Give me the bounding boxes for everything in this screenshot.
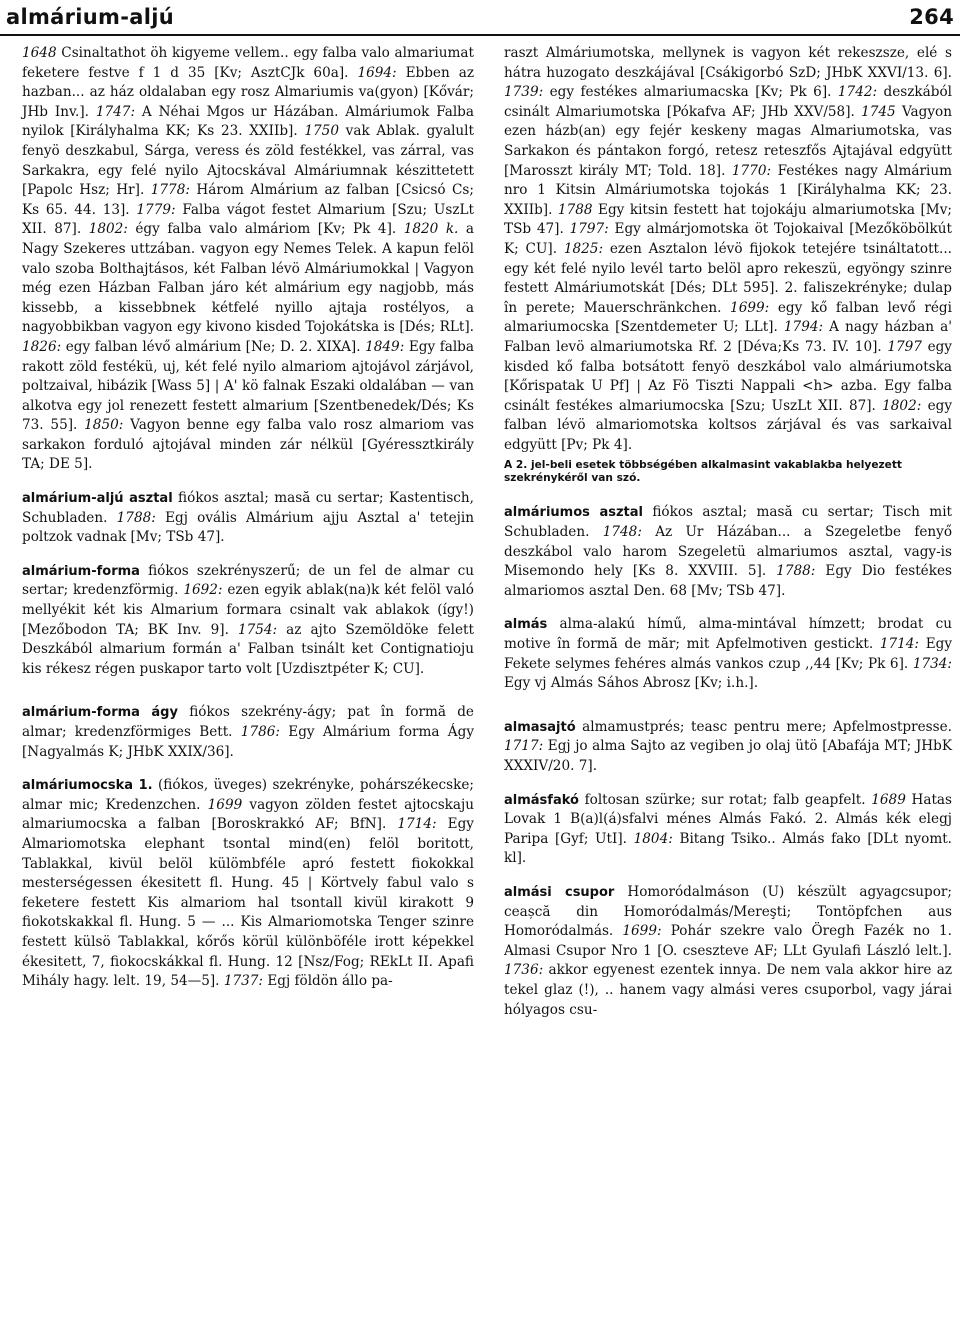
running-headword: almárium-aljú <box>6 5 174 29</box>
citation-year: 1786: <box>240 724 280 740</box>
citation-year: 1734: <box>912 655 952 672</box>
citation-year: 1788 <box>557 201 593 218</box>
citation-year: 1689 <box>871 791 906 808</box>
entry-headword: almási csupor <box>504 884 615 900</box>
dictionary-entry <box>504 791 952 869</box>
entry-text: almamustprés; teasc pentru mere; Apfelmostpresse. 1717: Egj jo alma Sajto az vegiben jo olaj ütö [Abafája MT; JHbK XXXIV/20. 7]. <box>504 718 952 774</box>
citation-year: 1714: <box>879 636 920 653</box>
entry-headword: almásfakó <box>504 792 579 808</box>
entry-headword: almárium-forma <box>22 563 140 579</box>
footnote: A 2. jel-beli esetek többségében alkalmasint vakablakba helyezett szekrénykéről van szó. <box>504 459 902 485</box>
citation-year: 1825: <box>563 240 604 257</box>
dictionary-entry <box>22 776 474 992</box>
entry-headword: almárium-aljú asztal <box>22 491 173 507</box>
entry-headword: almáriumocska 1. <box>22 778 153 794</box>
citation-year: 1748: <box>602 524 642 541</box>
citation-year: 1826: <box>22 338 62 355</box>
citation-year: 1692: <box>183 582 223 599</box>
citation-year: 1750 <box>304 123 339 140</box>
entry-headword: almáriumos asztal <box>504 505 643 521</box>
citation-year: 1794: <box>783 319 824 336</box>
entry-headword: almás <box>504 617 548 633</box>
dictionary-entry-continued <box>504 44 952 455</box>
citation-year: 1648 <box>22 45 57 61</box>
citation-year: 1694: <box>357 64 397 81</box>
citation-year: 1797 <box>887 338 922 355</box>
entry-text: fiókos asztal; masă cu sertar; Kastentisch, Schubladen. 1788: Egj ovális Almárium ajju Asztal a' tetejin poltzok vadnak [Mv; TSb 47]. <box>22 490 474 546</box>
dictionary-entry <box>504 883 952 1020</box>
page-number: 264 <box>909 5 954 29</box>
dictionary-entry <box>22 489 474 548</box>
dictionary-entry <box>504 615 952 693</box>
header-rule <box>0 34 960 36</box>
entry-text: raszt Almáriumotska, mellynek is vagyon két rekeszsze, elé s hátra huzogato deszkájával [Csákigorbó SzD; JHbK XXVI/13. 6]. 1739: egy festékes almariumacska [Kv; Pk 6]. 1742: deszkából csinált Almariumotska [Pókafva AF; JHb XXV/58]. 1745 Vagyon ezen házb(an) egy fejér keskeny magas Almariumotska, vas Sarkakon és pántakon forgó, retesz reteszfős Ajtajával edgyütt [Marosszt király MT; Told. 18]. 1770: Festékes nagy Almárium nro 1 Kitsin Almáriumotska tojokás 1 [Királyhalma KK; 23. XXIIb]. 1788 Egy kitsin festett hat tojokáju almariumotska [Mv; TSb 47]. 1797: Egy almárjomotska öt Tojokaival [Mezőköbölkút K; CU]. 1825: ezen Asztalon lévö fijokok tetejére tsináltatott... egy két felé nyilo levél tarto belöl apro rekeszü, egyöngy szinre festett Almáriumotskát [Dés; DLt 595]. 2. faliszekrényke; dulap în perete; Mauerschränkchen. 1699: egy kő falban levő régi almariumocska [Szentdemeter U; LLt]. 1794: A nagy házban a' Falban levö almariumotska Rf. 2 [Déva;Ks 73. IV. 10]. 1797 egy kisded kő falba botsátott fenyö deszkábol valo almáriumotska [Kőrispatak U Pf] | Az Fö Tiszti Nappali <h> azba. Egy falba csinált festékes almariumocska [Szu; UszLt XII. 87]. 1802: egy falban lévö almariomotska koltsos zárjával és vas sarkaival edgyütt [Pv; Pk 4]. <box>504 45 952 453</box>
entry-text: fiókos szekrény-ágy; pat în formă de almar; kredenzförmiges Bett. 1786: Egy Almárium forma Ágy [Nagyalmás K; JHbK XXIX/36]. <box>22 704 474 760</box>
left-column <box>22 44 474 1006</box>
citation-year: 1754: <box>237 621 278 638</box>
dictionary-entry-continued <box>22 44 474 475</box>
citation-year: 1804: <box>633 830 673 847</box>
citation-year: 1742: <box>837 84 878 101</box>
citation-year: 1797: <box>569 221 609 238</box>
citation-year: 1699: <box>622 923 662 940</box>
citation-year: 1802: <box>882 397 922 414</box>
entry-text: Homoródalmáson (U) készült agyagcsupor; ceașcă din Homoródalmás/Mereşti; Tontöpfchen aus Homoródalmás. 1699: Pohár szekre valo Öregh Fazék no 1. Almasi Csupor Nro 1 [O. cseszteve AF; LLt Gyulafi László lelt.]. 1736: akkor egyenest ezentek innya. De nem vala akkor hire az tekel glaz (!), .. hanem vagy almási veres csuporbol, vagy járai hólyagos csu- <box>504 883 952 1018</box>
citation-year: 1699: <box>730 299 770 316</box>
citation-year: 1849: <box>365 338 405 355</box>
dictionary-entry <box>22 703 474 762</box>
citation-year: 1788: <box>776 563 816 580</box>
citation-year: 1778: <box>150 182 190 199</box>
citation-year: 1739: <box>504 84 544 101</box>
citation-year: 1717: <box>504 738 544 755</box>
entry-headword: almárium-forma ágy <box>22 705 178 721</box>
entry-text: fiókos szekrényszerű; de un fel de almar cu sertar; kredenzförmig. 1692: ezen egyik ablak(na)k két felöl való mellyékit két kis Almarium formara csinalt vak ablakok (így!) [Mezőbodon TA; BK Inv. 9]. 1754: az ajto Szemöldöke felett Deszkából almarium formán a' Falban tsinált ket Contignatioju kis rékesz régen puskapor tarto volt [Uzdisztpéter K; CU]. <box>22 562 474 677</box>
citation-year: 1850: <box>84 417 124 434</box>
entry-text: foltosan szürke; sur rotat; falb geapfelt. 1689 Hatas Lovak 1 B(a)l(á)sfalvi ménes Almás Fakó. 2. Almás kék elegj Paripa [Gyf; UtI]. 1804: Bitang Tsiko.. Almás fako [DLt nyomt. kl]. <box>504 791 953 867</box>
citation-year: 1788: <box>116 509 156 526</box>
entry-text: 1648 Csinaltathot öh kigyeme vellem.. egy falba valo almariumat feketere festve f 1 d 35 [Kv; AsztCJk 60a]. 1694: Ebben az hazban... az ház oldalaban egy rosz Almariumis va(gyon) [Kővár; JHb Inv.]. 1747: A Néhai Mgos ur Házában. Almáriumok Falba nyilok [Királyhalma KK; Ks 23. XXIIb]. 1750 vak Ablak. gyalult fenyö deszkabul, Sárga, veress és zöld festékkel, vas zárral, vas Sarkakra, egy felé nyilo Ajtocskával Almáriumnak készittetett [Papolc Hsz; Hr]. 1778: Három Almárium az falban [Csicsó Cs; Ks 65. 44. 13]. 1779: Falba vágot festet Almarium [Szu; UszLt XII. 87]. 1802: égy falba valo almáriom [Kv; Pk 4]. 1820 k. a Nagy Szekeres uttzában. vagyon egy Nemes Telek. A kapun felöl valo szoba Bolthajtásos, két Falban lévö Almáriumokkal | Vagyon még ezen Házban Falban járo két almárium egy nagjobb, más kissebb, a kissebbnek kétfelé nyillo ajtaja rostélyos, a nagyobbikban vagyon egy kivono kisded Tojokátska is [Dés; RLt]. 1826: egy falban lévő almárium [Ne; D. 2. XIXA]. 1849: Egy falba rakott zöld festékü, uj, két felé nyilo almariom ajtojávol zárjávol, poltzaival, hibázik [Wass 5] | A' kö falnak Eszaki oldalában — van alkotva egy jol renezett festett almarium [Szentbenedek/Dés; Ks 73. 55]. 1850: Vagyon benne egy falba valo rosz almariom vas sarkakon forduló ajtojával minden zár nélkül [Gyéressztkirály TA; DE 5]. <box>22 45 475 473</box>
citation-year: 1745 <box>861 103 896 120</box>
citation-year: 1747: <box>95 103 136 120</box>
dictionary-entry <box>22 562 474 680</box>
page-header <box>0 0 960 34</box>
entry-headword: almasajtó <box>504 719 576 735</box>
citation-year: 1770: <box>731 162 772 179</box>
citation-year: 1820 k. <box>403 221 459 238</box>
entry-text: (fiókos, üveges) szekrényke, pohárszékecske; almar mic; Kredenzchen. 1699 vagyon zölden festet ajtocskaju almariumocska a falban [Boroskrakkó AF; BfN]. 1714: Egy Almariomotska elephant tsontal mind(en) felöl boritott, Tablakkal, kivül belöl külömbféle apró festett fiokokkal mesterségessen ékesitett fl. Hung. 45 | Körtvely fabul valo s feketere festett Kis almariom hal tsontall kivül kirakott 9 fiokotskakkal fl. Hung. 5 — ... Kis Almariomotska Tenger szinre festett külsö Tablakkal, kőrős körül különböféle irott képekkel ékesitett, 7, fiokocskákkal fl. Hung. 12 [Nsz/Fog; REkLt II. Apafi Mihály hagy. lelt. 19, 54—5]. 1737: Egj földön állo pa- <box>22 777 474 990</box>
right-column <box>504 44 952 1034</box>
entry-text: fiókos asztal; masă cu sertar; Tisch mit Schubladen. 1748: Az Ur Házában... a Szegeletbe fenyő deszkábol valo harom Szegeletü almariumos asztal, vagy-is Misemondo hely [Ks 8. XXVIII. 5]. 1788: Egy Dio festékes almariomos asztal Den. 68 [Mv; TSb 47]. <box>504 504 953 599</box>
dictionary-entry <box>504 503 952 601</box>
citation-year: 1737: <box>223 973 264 990</box>
entry-text: alma-alakú hímű, alma-mintával hímzett; brodat cu motive în formă de măr; mit Apfelmotiven gestickt. 1714: Egy Fekete selymes fehéres almás vankos czup ,,44 [Kv; Pk 6]. 1734: Egy vj Almás Sáhos Abrosz [Kv; i.h.]. <box>504 616 952 692</box>
citation-year: 1699 <box>207 796 243 813</box>
citation-year: 1714: <box>397 816 437 833</box>
citation-year: 1779: <box>136 201 176 218</box>
citation-year: 1802: <box>88 221 128 238</box>
dictionary-entry <box>504 718 952 777</box>
citation-year: 1736: <box>504 962 544 979</box>
